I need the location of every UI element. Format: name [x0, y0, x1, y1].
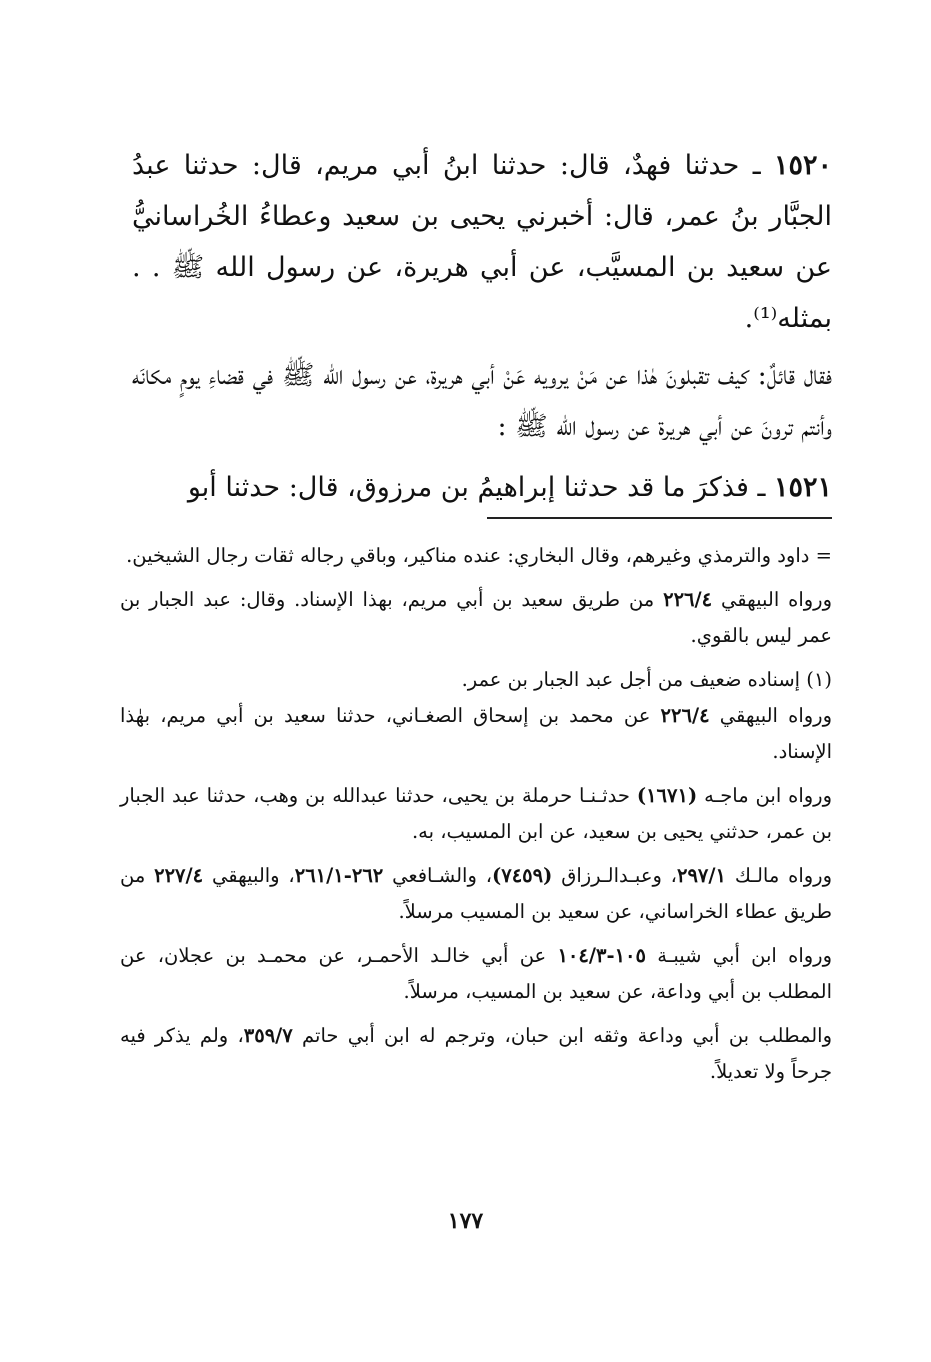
footnote-text: ورواه ابن أبي شيبـة — [645, 944, 832, 967]
footnote-text: ورواه البيهقي — [712, 588, 832, 611]
footnote-text: ورواه البيهقي — [709, 704, 833, 727]
objection-paragraph — [132, 350, 832, 452]
footnote-text: ورواه ابن ماجـه — [697, 784, 832, 807]
hadith-text: ـ حدثنا فهدٌ، قال: حدثنا ابنُ أبي مريم، قال: حدثنا عبدُ الجبَّار بنُ عمر، قال: أخبرني يحيى بن سعيد وعطاءُ الخُراسانيُّ عن سعيد بن المسيَّب، عن أبي هريرة، عن رسول الله ﷺ . . بمثله⁽¹⁾. — [132, 150, 832, 334]
reference-number: (١٦٧١) — [636, 784, 698, 807]
page-number: ١٧٧ — [447, 1208, 484, 1234]
reference-number: ٢٦٢-٢٦١/١ — [294, 864, 384, 887]
footnote-text: عن أبي خالـد الأحمـر، عن محمـد بن عجلان، عن المطلب بن أبي وداعة، عن سعيد بن المسيب، مرسلاً. — [120, 944, 832, 1003]
footnote-1 — [120, 662, 832, 698]
paragraph-text: فقال قائلٌ: كيف تقبلونَ هٰذا عن مَنْ يرويه عَنْ أبي هريرة، عن رسول الله ﷺ في قضاءِ يومٍ مكانَه وأنتم ترونَ عن أبي هريرة عن رسول الله ﷺ : — [132, 360, 832, 442]
footnote-text: ، وعبـدالـرزاق — [552, 864, 677, 887]
main-text — [132, 140, 832, 513]
hadith-1521 — [132, 462, 832, 513]
reference-number: (٧٤٥٩) — [492, 864, 553, 887]
reference-number: ٣٥٩/٧ — [243, 1024, 293, 1047]
footnote-text: ، والبيهقي — [203, 864, 295, 887]
footnote-text: ، ولم يذكر فيه جرحاً ولا تعديلاً. — [120, 1024, 832, 1083]
hadith-1520 — [132, 140, 832, 344]
footnote-text: = داود والترمذي وغيرهم، وقال البخاري: عنده مناكير، وباقي رجاله ثقات رجال الشيخين. — [126, 544, 832, 567]
footnote-continuation — [120, 538, 832, 574]
footnote-text: من طريق عطاء الخراساني، عن سعيد بن المسيب مرسلاً. — [120, 864, 832, 923]
footnote-paragraph — [120, 778, 832, 850]
hadith-number: ١٥٢١ — [773, 472, 832, 503]
footnote-text: من طريق سعيد بن أبي مريم، بهذا الإسناد. وقال: عبد الجبار بن عمر ليس بالقوي. — [120, 588, 832, 647]
footnotes — [120, 538, 832, 1090]
footnote-text: ورواه مالـك — [726, 864, 833, 887]
footnote-text: والمطلب بن أبي وداعة وثقه ابن حبان، وترجم له ابن أبي حاتم — [292, 1024, 833, 1047]
footnote-paragraph — [120, 582, 832, 654]
footnote-text: ، والشـافعي — [383, 864, 492, 887]
reference-number: ٢٢٦/٤ — [660, 704, 710, 727]
footnote-paragraph — [120, 858, 832, 930]
footnote-text: (١) إسناده ضعيف من أجل عبد الجبار بن عمر. — [461, 668, 832, 691]
reference-number: ١٠٥-١٠٤/٣ — [557, 944, 646, 967]
hadith-text: ـ فذكرَ ما قد حدثنا إبراهيمُ بن مرزوق، قال: حدثنا أبو — [187, 472, 774, 503]
reference-number: ٢٢٦/٤ — [663, 588, 713, 611]
footnote-paragraph — [120, 1018, 832, 1090]
footnote-separator — [487, 517, 832, 519]
reference-number: ٢٩٧/١ — [676, 864, 727, 887]
hadith-number: ١٥٢٠ — [773, 150, 832, 181]
footnote-paragraph — [120, 938, 832, 1010]
footnote-paragraph — [120, 698, 832, 770]
reference-number: ٢٢٧/٤ — [154, 864, 204, 887]
footnote-text: عن محمد بن إسحاق الصغـاني، حدثنا سعيد بن أبي مريم، بهٰذا الإسناد. — [120, 704, 832, 763]
footnote-text: حدثـنـا حرملة بن يحيى، حدثنا عبدالله بن وهب، حدثنا عبد الجبار بن عمر، حدثني يحيى بن سعيد، عن ابن المسيب، به. — [120, 784, 832, 843]
